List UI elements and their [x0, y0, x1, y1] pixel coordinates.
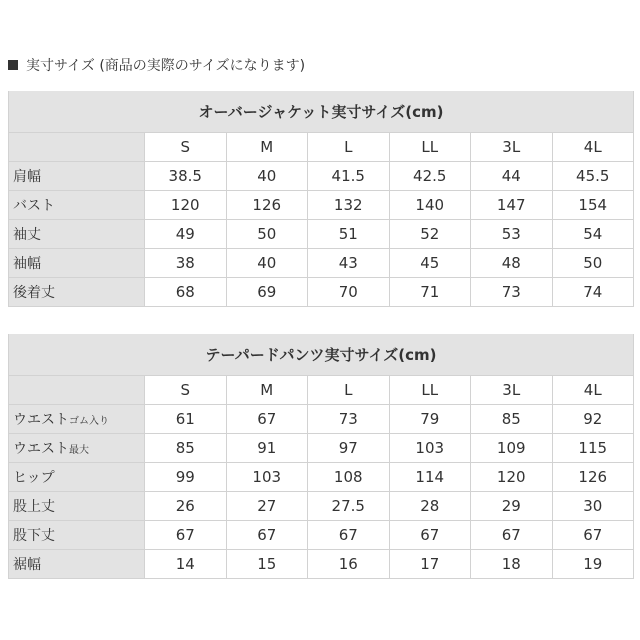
jacket-table-cell: 41.5: [308, 162, 390, 191]
jacket-table-cell: 154: [553, 191, 635, 220]
measure-name: 裾幅: [13, 557, 41, 573]
pants-table-cell: 67: [308, 521, 390, 550]
jacket-table-row: [8, 220, 634, 249]
jacket-table-cell: 49: [145, 220, 227, 249]
jacket-size-header: L: [308, 133, 390, 162]
jacket-table-cell: 44: [471, 162, 553, 191]
pants-table-cell: 114: [390, 463, 472, 492]
pants-table-cell: 85: [471, 405, 553, 434]
pants-table-cell: 97: [308, 434, 390, 463]
jacket-row-label: [8, 278, 145, 307]
pants-table-cell: 79: [390, 405, 472, 434]
measure-name: 股上丈: [13, 499, 55, 515]
pants-table-cell: 85: [145, 434, 227, 463]
jacket-table-cell: 68: [145, 278, 227, 307]
pants-table-cell: 27: [227, 492, 309, 521]
size-heading: [8, 54, 305, 76]
jacket-table-cell: 38: [145, 249, 227, 278]
jacket-table-cell: 69: [227, 278, 309, 307]
jacket-size-header: 4L: [553, 133, 635, 162]
pants-table-row: [8, 463, 634, 492]
jacket-table-row: [8, 191, 634, 220]
pants-table-cell: 16: [308, 550, 390, 579]
jacket-table-row: [8, 162, 634, 191]
jacket-table-cell: 71: [390, 278, 472, 307]
pants-table-cell: 30: [553, 492, 635, 521]
pants-size-header: 3L: [471, 376, 553, 405]
pants-table-cell: 108: [308, 463, 390, 492]
pants-table-cell: 27.5: [308, 492, 390, 521]
pants-table-row: [8, 405, 634, 434]
jacket-table-cell: 132: [308, 191, 390, 220]
jacket-table-row: [8, 278, 634, 307]
measure-name: 袖幅: [13, 256, 41, 272]
measure-name: 肩幅: [13, 169, 41, 185]
pants-table-cell: 15: [227, 550, 309, 579]
pants-table-cell: 67: [553, 521, 635, 550]
measure-name: バスト: [13, 198, 55, 214]
jacket-size-header-row: [8, 133, 634, 162]
pants-table-cell: 19: [553, 550, 635, 579]
pants-table-cell: 29: [471, 492, 553, 521]
jacket-table-cell: 126: [227, 191, 309, 220]
pants-table-row: [8, 521, 634, 550]
pants-row-label: [8, 521, 145, 550]
jacket-size-header: S: [145, 133, 227, 162]
jacket-table-cell: 73: [471, 278, 553, 307]
jacket-table-cell: 42.5: [390, 162, 472, 191]
pants-table-cell: 115: [553, 434, 635, 463]
pants-table-cell: 99: [145, 463, 227, 492]
measure-name: 袖丈: [13, 227, 41, 243]
jacket-size-header: M: [227, 133, 309, 162]
pants-table-cell: 67: [390, 521, 472, 550]
pants-size-header: M: [227, 376, 309, 405]
measure-name: 股下丈: [13, 528, 55, 544]
jacket-row-label: [8, 162, 145, 191]
jacket-table-cell: 48: [471, 249, 553, 278]
jacket-row-label: [8, 191, 145, 220]
measure-name: ウエスト: [13, 412, 69, 428]
jacket-size-header: LL: [390, 133, 472, 162]
pants-size-table: [8, 334, 634, 579]
measure-name: ヒップ: [13, 470, 55, 486]
jacket-row-label: [8, 220, 145, 249]
pants-table-cell: 92: [553, 405, 635, 434]
jacket-table-cell: 74: [553, 278, 635, 307]
jacket-header-corner: [8, 133, 145, 162]
measure-note: ゴム入り: [69, 416, 109, 427]
jacket-table-cell: 43: [308, 249, 390, 278]
jacket-table-cell: 147: [471, 191, 553, 220]
pants-header-corner: [8, 376, 145, 405]
jacket-table-cell: 51: [308, 220, 390, 249]
pants-table-row: [8, 550, 634, 579]
pants-table-cell: 28: [390, 492, 472, 521]
pants-table-cell: 73: [308, 405, 390, 434]
jacket-table-title: オーバージャケット実寸サイズ(cm): [8, 91, 634, 133]
pants-table-cell: 18: [471, 550, 553, 579]
measure-name: ウエスト: [13, 441, 69, 457]
pants-size-header: LL: [390, 376, 472, 405]
pants-table-cell: 17: [390, 550, 472, 579]
jacket-table-cell: 50: [227, 220, 309, 249]
pants-table-cell: 126: [553, 463, 635, 492]
jacket-table-cell: 70: [308, 278, 390, 307]
square-bullet-icon: [8, 60, 18, 70]
jacket-table-cell: 38.5: [145, 162, 227, 191]
jacket-table-cell: 52: [390, 220, 472, 249]
jacket-table-cell: 50: [553, 249, 635, 278]
pants-size-header: S: [145, 376, 227, 405]
pants-row-label: [8, 463, 145, 492]
pants-table-cell: 67: [227, 405, 309, 434]
pants-table-row: [8, 492, 634, 521]
pants-table-cell: 120: [471, 463, 553, 492]
measure-note: 最大: [69, 445, 89, 456]
pants-row-label: [8, 405, 145, 434]
pants-size-header: 4L: [553, 376, 635, 405]
jacket-table-row: [8, 249, 634, 278]
pants-table-cell: 61: [145, 405, 227, 434]
jacket-table-cell: 140: [390, 191, 472, 220]
pants-size-header: L: [308, 376, 390, 405]
pants-table-row: [8, 434, 634, 463]
pants-row-label: [8, 550, 145, 579]
pants-table-title: テーパードパンツ実寸サイズ(cm): [8, 334, 634, 376]
size-heading-text: 実寸サイズ (商品の実際のサイズになります): [26, 58, 306, 74]
jacket-table-cell: 40: [227, 162, 309, 191]
pants-table-cell: 109: [471, 434, 553, 463]
jacket-table-cell: 45: [390, 249, 472, 278]
pants-row-label: [8, 492, 145, 521]
jacket-size-table: [8, 91, 634, 307]
pants-table-cell: 14: [145, 550, 227, 579]
pants-table-cell: 91: [227, 434, 309, 463]
jacket-table-cell: 120: [145, 191, 227, 220]
pants-table-cell: 67: [145, 521, 227, 550]
jacket-row-label: [8, 249, 145, 278]
pants-table-cell: 26: [145, 492, 227, 521]
pants-table-cell: 103: [390, 434, 472, 463]
jacket-table-cell: 54: [553, 220, 635, 249]
measure-name: 後着丈: [13, 285, 55, 301]
pants-table-cell: 103: [227, 463, 309, 492]
jacket-size-header: 3L: [471, 133, 553, 162]
jacket-table-cell: 53: [471, 220, 553, 249]
pants-table-cell: 67: [227, 521, 309, 550]
jacket-table-cell: 45.5: [553, 162, 635, 191]
pants-table-cell: 67: [471, 521, 553, 550]
jacket-table-cell: 40: [227, 249, 309, 278]
pants-size-header-row: [8, 376, 634, 405]
pants-row-label: [8, 434, 145, 463]
